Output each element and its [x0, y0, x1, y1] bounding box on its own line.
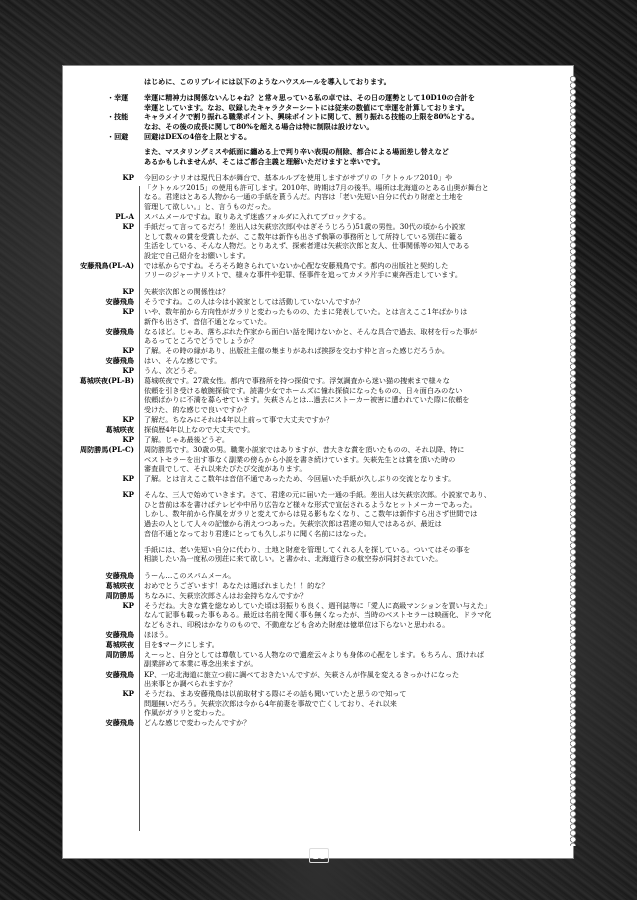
- dialogue-entry-text: [144, 630, 559, 640]
- text-line: 了解。じゃあ最後どうぞ。: [144, 435, 229, 444]
- dialogue-entry-label: KP: [122, 287, 134, 296]
- text-line: また、マスタリングミスや紙面に纏める上で判り辛い表現の削除、都合による場面差し替えなど: [144, 147, 449, 157]
- dialogue-entry-text: [144, 297, 559, 307]
- text-line: 手紙には、老い先短い自分に代わり、土地と財産を管理してくれる人を探している。ついてはその事を: [144, 544, 471, 554]
- page-number-text: 18: [309, 848, 329, 863]
- text-line: 作風がガラリと変わった。: [144, 708, 230, 718]
- dialogue-entry-label: 安藤飛鳥: [105, 570, 134, 580]
- text-line: いや、数年前から方向性がガラリと変わったものの、たまに発表していた。とは言えここ1年ばかりは: [144, 307, 468, 316]
- text-line: 手紙だって言ってるだろ！差出人は矢萩宗次郎(やはぎそうじろう)51歳の男性。30代の頃から小説家: [144, 222, 466, 232]
- text-line: あるってところでどうでしょうか？: [144, 336, 258, 346]
- dialogue-entry-text: [144, 287, 559, 297]
- dialogue-entry-label: KP: [122, 366, 134, 376]
- text-line: 過去の人として人々の記憶から消えつつあった。矢萩宗次郎は君達の知人ではあるが、最近は: [144, 518, 442, 528]
- dialogue-entry-label: KP: [122, 474, 134, 484]
- rule-item-text: [144, 112, 559, 131]
- text-line: どんな感じで変わったんですか？: [144, 718, 251, 728]
- dialogue-entry-label: KP: [122, 346, 134, 356]
- rule-item-text: [144, 93, 559, 112]
- dialogue-entry-text: [144, 356, 559, 366]
- dialogue-entry-label: KP: [122, 600, 134, 610]
- text-line: では私からですね。そろそろ飽きられていないか心配な安藤飛鳥です。都内の出版社と契約した: [144, 260, 449, 270]
- text-line: 副業辞めて本業に専念出来ますが。: [144, 659, 258, 669]
- text-line: 周防勝馬です。30歳の男。職業小説家ではありますが、昔大きな賞を頂いたものの、それ以降、特に: [144, 445, 465, 454]
- text-line: 了解。その時の縁があり、出版社主催の集まりがあれば挨拶を交わす仲と言った感じだろうか。: [144, 346, 450, 356]
- text-line: 依頼を引き受ける敏腕探偵です。読書少女でホームズに憧れ探偵になったものの、日々面白みのない: [144, 385, 463, 395]
- text-line: 探偵歴4年以上なので大丈夫です。: [144, 425, 255, 434]
- dialogue-entry-label: 葛城咲夜: [105, 425, 134, 434]
- dialogue-entry-label: 安藤飛鳥: [105, 718, 134, 728]
- text-line: そうですね。この人は今は小説家としては活動していないんですか？: [144, 297, 364, 306]
- text-line: 管理して欲しい。」と、言うものだった。: [144, 202, 276, 212]
- text-line: 今回のシナリオは現代日本が舞台で、基本ルルブを使用しますがサプリの「クトゥルフ2010」や: [144, 173, 453, 183]
- dialogue-entry-text: [144, 650, 559, 669]
- dialogue-entry-label: 安藤飛鳥: [105, 297, 134, 306]
- dialogue-entry-text: [144, 425, 559, 435]
- text-line: おめでとうございます！あなたは選ばれました！！的な？: [144, 580, 329, 590]
- text-line: キャラメイクで割り振れる職業ポイント、興味ポイントに関して、割り振れる技能の上限を80%とする。: [144, 112, 479, 122]
- dialogue-entry-label: 周防勝馬(PL-C): [80, 445, 134, 454]
- text-line: 回避はDEXの4倍を上限とする。: [144, 131, 252, 141]
- dialogue-entry-label: KP: [122, 415, 134, 424]
- text-line: ベストセラーを出す事なく副業の傍らから小説を書き続けています。矢萩先生とは賞を頂いた時の: [144, 454, 456, 464]
- dialogue-entry-text: [144, 346, 559, 356]
- dialogue-entry-label: 安藤飛鳥: [105, 669, 134, 679]
- text-line: 依頼ばかりに不満を募らせています。矢萩さんとは…過去にストーカー被害に遭われていた際に依頼を: [144, 395, 470, 405]
- text-line: そうだね、まあ安藤飛鳥は以前取材する際にその話も聞いていたと思うので知って: [144, 689, 407, 699]
- text-line: スパムメールですね。取りあえず迷惑フォルダに入れてブロックする。: [144, 212, 371, 222]
- text-line: 受けた、的な感じで良いですか？: [144, 404, 251, 414]
- text-line: 目を$マークにします。: [144, 639, 219, 649]
- dialogue-entry-text: [144, 474, 559, 484]
- text-line: あるかもしれませんが、そこはご都合主義と理解いただけますと幸いです。: [144, 156, 385, 166]
- dialogue-entry-text: [144, 490, 559, 538]
- text-line: として数々の賞を受賞したが、ここ数年は新作も出さず執筆の事務所として所持している別荘に籠る: [144, 231, 464, 241]
- dialogue-entry-label: PL-A: [115, 212, 134, 222]
- text-line: 「クトゥルフ2015」の使用も許可します。2010年、時期は7月の後半。場所は北海道のとある山奥が舞台と: [144, 182, 489, 192]
- text-line: 新作も出さず、音信不通となっていた。: [144, 316, 272, 326]
- text-line: フリーのジャーナリストで、様々な事件や犯罪、怪事件を追ってカメラ片手に東奔西走しています。: [144, 270, 462, 280]
- rule-item-label: ・回避: [107, 131, 129, 141]
- dialogue-entry-text: [144, 591, 559, 601]
- dialogue-entry-text: [144, 640, 559, 650]
- text-line: そんな、三人で始めていきます。さて、君達の元に届いた一通の手紙。差出人は矢萩宗次郎。小説家であり、: [144, 490, 491, 500]
- text-line: なお、その後の成長に関して80%を超える場合は特に制限は設けない。: [144, 121, 374, 131]
- text-line: 幸運としています。なお、収録したキャラクターシートには従来の数値にて幸運を計算しております。: [144, 102, 469, 112]
- dialogue-entry-label: KP: [122, 173, 134, 183]
- text-line: うん、次どうぞ。: [144, 366, 202, 376]
- dialogue-entry-text: [144, 670, 559, 689]
- dialogue-entry-label: 安藤飛鳥(PL-A): [80, 260, 134, 270]
- dialogue-entry-label: KP: [122, 689, 134, 699]
- rules-note-text: [144, 147, 559, 166]
- dialogue-entry-text: [144, 581, 559, 591]
- text-line: 審査員でして、それ以来たびたび交流があります。: [144, 464, 307, 474]
- text-line: はい、そんな感じです。: [144, 356, 222, 366]
- dialogue-entry-label: 周防勝馬: [105, 590, 134, 600]
- text-line: KP、一応北海道に旅立つ前に調べておきたいんですが、矢萩さんが作風を変えるきっかけになった: [144, 669, 460, 679]
- dialogue-entry-label: KP: [122, 435, 134, 444]
- dialogue-entry-text: [144, 173, 559, 211]
- dialogue-entry-text: [144, 718, 559, 728]
- dialogue-entry-label: 安藤飛鳥: [105, 356, 134, 366]
- text-line: なるほど。じゃあ、落ちぶれた作家から面白い話を聞けないかと、そんな具合で過去、取材を行った事が: [144, 326, 478, 336]
- dialogue-entry-text: [144, 222, 559, 260]
- text-line: 生活をしている、そんな人物だ。とりあえず、探索者達は矢萩宗次郎と友人、仕事関係等の知人である: [144, 241, 470, 251]
- dialogue-entry-text: [144, 376, 559, 414]
- text-line: 幸運に精神力は関係ないんじゃね？と常々思っている私の卓では、その日の運勢として10D10の合計を: [144, 93, 475, 103]
- page-paper: [63, 66, 573, 858]
- dialogue-entry-text: [144, 571, 559, 581]
- rule-item-label: ・幸運: [107, 93, 129, 103]
- dialogue-entry-text: [144, 689, 559, 718]
- text-line: 相談したい為一度私の別荘に来て欲しい。と書かれ、北海道行きの航空券が同封されていた。: [144, 554, 443, 564]
- text-line: 音信不通となっており君達にとっても久しぶりに聞く名前にはなった。: [144, 528, 371, 538]
- dialogue-entry-label: KP: [122, 222, 134, 232]
- dialogue-entry-label: 葛城咲夜: [105, 580, 134, 590]
- text-line: 出来事とか調べられますか？: [144, 679, 237, 689]
- dialogue-entry-text: [144, 445, 559, 474]
- dialogue-entry-text: [144, 601, 559, 630]
- text-line: そうだね。大きな賞を総なめしていた頃は羽振りも良く、週刊誌等に「愛人に高級マンションを買い与えた」: [144, 600, 492, 610]
- text-line: ほほう。: [144, 629, 173, 639]
- dialogue-entry-label: 葛城咲夜(PL-B): [79, 376, 134, 386]
- text-line: 設定で自己紹介をお願いします。: [144, 250, 250, 260]
- dialogue-entry-text: [144, 435, 559, 445]
- dialogue-entry-text: [144, 545, 559, 564]
- dialogue-entry-label: 安藤飛鳥: [105, 326, 134, 336]
- text-line: 了解。とは言えここ数年は音信不通であったため、今回届いた手紙が久しぶりの交流となります。: [144, 474, 456, 484]
- dialogue-entry-text: [144, 212, 559, 222]
- page-number: [305, 848, 333, 862]
- dialogue-entry-label: KP: [122, 490, 134, 500]
- dialogue-entry-text: [144, 415, 559, 425]
- text-line: なんて記事も載った事もある。最近は名前を聞く事も無くなったが、当時のベストセラーは映画化、ドラマ化: [144, 610, 492, 620]
- dialogue-entry-label: KP: [122, 307, 134, 316]
- dialogue-entry-label: 葛城咲夜: [105, 639, 134, 649]
- text-line: えーっと、自分としては尊敬している人物なので遺産云々よりも身体の心配をします。もちろん、頂ければ: [144, 649, 485, 659]
- rule-item-label: ・技能: [107, 112, 129, 122]
- dialogue-entry-label: 安藤飛鳥: [105, 629, 134, 639]
- text-line: 矢萩宗次郎との関係性は？: [144, 287, 230, 296]
- text-line: ちなみに、矢萩宗次郎さんはお金持ちなんですか？: [144, 590, 308, 600]
- text-line: 葛城咲夜です。27歳女性。都内で事務所を持つ探偵です。浮気調査から迷い猫の捜索まで様々な: [144, 376, 450, 386]
- text-line: ひと昔前は本を書けばテレビや中吊り広告など様々な形式で宣伝されるようなヒットメーカーであった。: [144, 499, 477, 509]
- dialogue-entry-text: [144, 307, 559, 326]
- dialogue-entry-text: [144, 366, 559, 376]
- text-line: うーん…このスパムメール。: [144, 570, 236, 580]
- text-line: はじめに、このリプレイには以下のようなハウスルールを導入しております。: [144, 77, 391, 86]
- text-line: しかし、数年前から作風をガラリと変えてからは見る影もなくなり、ここ数年は新作すら出さず世間では: [144, 509, 478, 519]
- dialogue-entry-text: [144, 327, 559, 346]
- text-line: なる。君達はとある人物から一通の手紙を貰うんだ。内容は「老い先短い自分に代わり財産と土地を: [144, 192, 464, 202]
- dialogue-entry-text: [144, 261, 559, 280]
- rule-item-text: [144, 132, 559, 142]
- speaker-divider-line: [139, 186, 140, 831]
- rules-intro-text: [144, 77, 559, 87]
- dialogue-entry-label: 周防勝馬: [105, 649, 134, 659]
- text-line: などもされ、印税はかなりのもので、不動産なども含めた財産は億単位は下らないと思われる。: [144, 619, 450, 629]
- text-line: 了解だ。ちなみにそれは4年以上前って事で大丈夫ですか？: [144, 415, 333, 424]
- text-line: 問題無いだろう。矢萩宗次郎は今から4年前妻を事故で亡くしており、それ以来: [144, 698, 397, 708]
